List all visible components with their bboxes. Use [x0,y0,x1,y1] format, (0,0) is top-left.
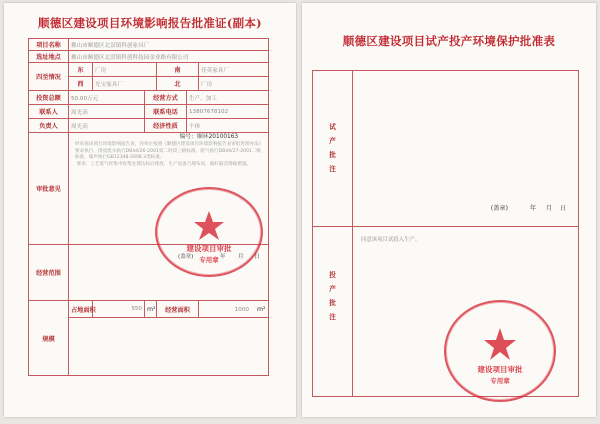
stamp-right-bottom-text: 专用章 [490,377,510,385]
contact-label: 联系人 [29,105,69,119]
building-area-label: 经营面积 [157,301,199,318]
approval-stamp-right [444,300,556,402]
site-label: 选址地点 [29,51,69,63]
operation-value: 生产、加工 [187,91,269,105]
review-text: 经审查该项目环境影响报告表，你单位按照《顺德区建设项目环境影响报告表审批管理办法》要求执行，排放废水执行DB44/26-2001第二时段三级标准，废气执行DB44/27-2001二级标准，噪声执行GB12348-2008 3类标准。 要求：工艺废气经集中收集处理达标后排放，生产设备合理布局，做好隔音降噪措施。 [75,142,262,167]
investment-label: 投资总额 [29,91,69,105]
area-unit: m² [145,301,157,318]
south-label: 南 [157,63,199,77]
operation-label: 经营方式 [145,91,187,105]
building-area-cell [199,301,269,318]
econ-value: 个体 [187,119,269,133]
trial-note: 同意该项目试投入生产。 [361,237,421,243]
east-label: 东 [69,63,93,77]
trial-production-cell [353,71,579,227]
area-value: 550 [93,301,145,318]
phone-label: 联系电话 [145,105,187,119]
right-trial-year-label: 年 [529,205,536,212]
stamp-right-center-text: 建设项目审批 [477,365,523,374]
left-page-title: 顺德区建设项目环境影响报告批准证(副本) [38,16,262,30]
right-page-title: 顺德区建设项目试产投产环境保护批准表 [342,34,556,48]
scale-label: 规模 [29,301,69,376]
stamp-left-bottom-text: 专用章 [199,256,219,264]
site-value: 佛山市顺德区北滘镇科创科技园金业路有限公司 [69,51,269,63]
review-label: 审批意见 [29,133,69,245]
contact-value: 周光高 [69,105,145,119]
east-value: 厂房 [93,63,157,77]
area-label: 占地面积 [69,301,93,318]
right-trial-seal-label: (盖章) [490,205,508,212]
west-value: 光宝家具厂 [93,77,157,91]
scale-notes [69,318,269,376]
trial-production-label: 试产批注 [313,71,353,227]
right-trial-month-label: 月 [545,205,552,212]
south-value: 佳英家具厂 [199,63,269,77]
econ-label: 经济性质 [145,119,187,133]
doc-number: 编号：顺环20100163 [179,134,239,140]
north-label: 北 [157,77,199,91]
phone-value: 13807678102 [187,105,269,119]
building-area-unit: m² [256,305,266,313]
left-day-label: 日 [254,254,260,260]
production-label: 投产批注 [313,227,353,397]
west-label: 西 [69,77,93,91]
north-value: 厂房 [199,77,269,91]
left-year-label: 年 [220,254,226,260]
project-name-value: 佛山市顺德区北滘镇科创家具厂 [69,39,269,51]
stamp-star-icon [446,302,554,400]
project-name-label: 项目名称 [29,39,69,51]
right-trial-day-label: 日 [559,205,566,212]
principal-value: 周光高 [69,119,145,133]
investment-value: 50.00万元 [69,91,145,105]
stamp-left-center-text: 建设项目审批 [186,244,232,253]
left-month-label: 月 [238,254,244,260]
scope-label: 经营范围 [29,245,69,301]
surroundings-label: 四至情况 [29,63,69,91]
approval-stamp-left [155,187,263,277]
principal-label: 负责人 [29,119,69,133]
building-area-value: 1000 [234,306,249,313]
left-seal-label: (盖章) [178,254,194,260]
